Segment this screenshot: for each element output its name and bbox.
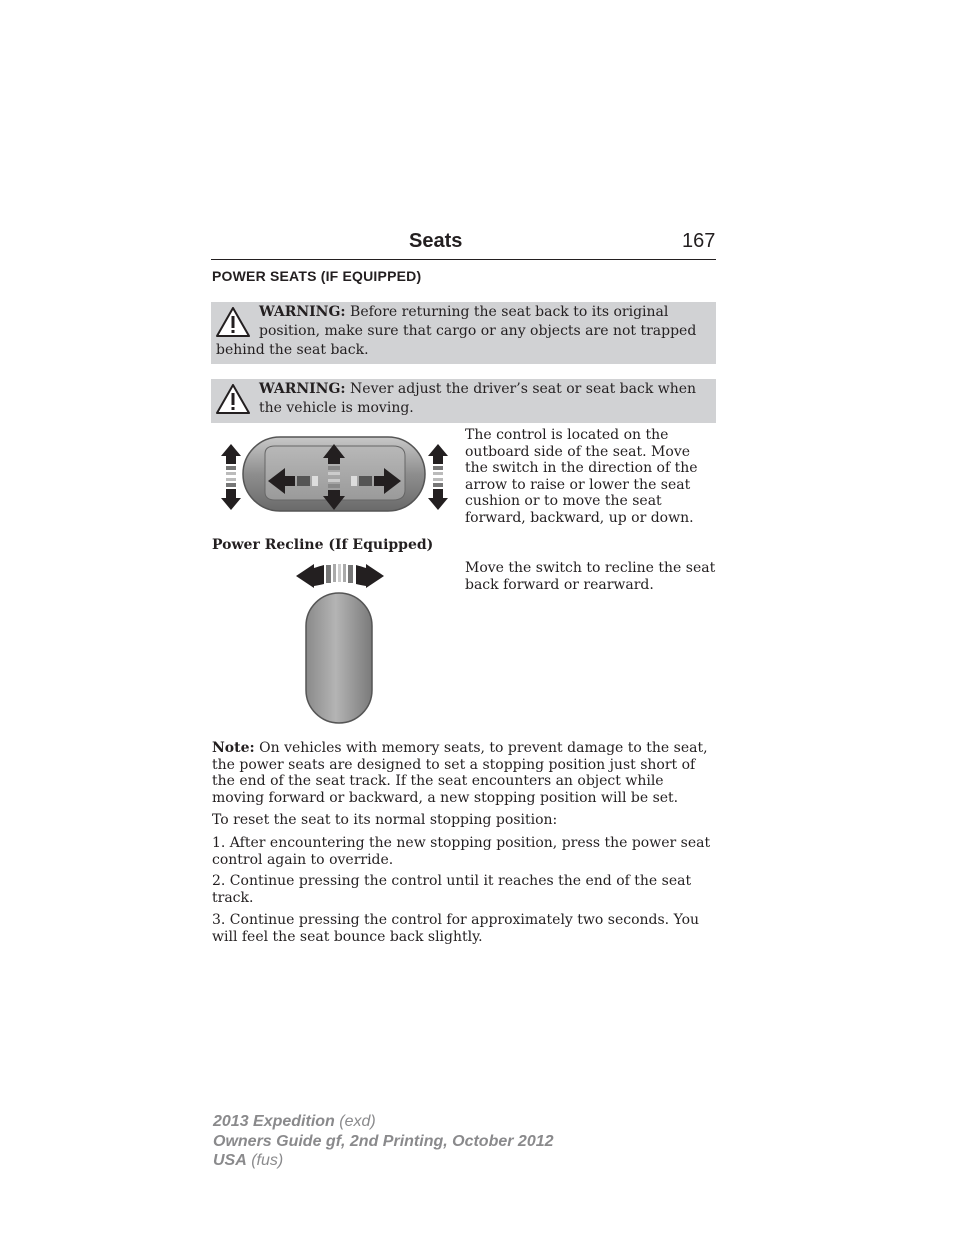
section-heading: POWER SEATS (IF EQUIPPED) — [212, 268, 422, 284]
step-2: 2. Continue pressing the control until it reaches the end of the seat track. — [212, 873, 692, 906]
header-divider — [211, 259, 716, 260]
power-recline-description: Move the switch to recline the seat back forward or rearward. — [465, 560, 716, 593]
footer-line-3 — [213, 1151, 554, 1171]
footer-model: 2013 Expedition — [213, 1113, 335, 1130]
note-label: Note: — [212, 740, 255, 756]
footer-market-code: (fus) — [246, 1152, 284, 1169]
power-seat-description: The control is located on the outboard side of the seat. Move the switch in the direction of the arrow to raise or lower the seat cushion or to move the seat forward, backward, up or down. — [465, 427, 698, 526]
footer-line-2 — [213, 1132, 554, 1152]
page-section-title: Seats — [409, 230, 463, 252]
warning-text: Before returning the seat back to its original position, make sure that cargo or any objects are not trapped behind the seat back. — [216, 304, 697, 358]
footer-line-1 — [213, 1112, 554, 1132]
note-paragraph — [212, 740, 717, 806]
up-down-arrow-left-icon — [221, 444, 241, 510]
footer-market: USA — [213, 1152, 247, 1169]
warning-label: WARNING: — [259, 304, 346, 320]
warning-label: WARNING: — [259, 381, 346, 397]
power-recline-switch-diagram — [290, 560, 390, 728]
power-recline-heading: Power Recline (If Equipped) — [212, 537, 434, 553]
footer-model-code: (exd) — [334, 1113, 376, 1130]
footer-printing: Owners Guide gf, 2nd Printing, October 2012 — [213, 1132, 554, 1150]
page-number: 167 — [682, 230, 716, 252]
step-1: 1. After encountering the new stopping position, press the power seat control again to override. — [212, 835, 711, 868]
recline-arrow-icon — [296, 564, 384, 588]
footer — [213, 1112, 554, 1171]
warning-text: Never adjust the driver’s seat or seat back when the vehicle is moving. — [259, 381, 697, 416]
warning-triangle-icon — [216, 384, 250, 414]
warning-triangle-icon — [216, 307, 250, 337]
up-down-arrow-right-icon — [428, 444, 448, 510]
reset-intro: To reset the seat to its normal stopping position: — [212, 812, 558, 828]
note-text: On vehicles with memory seats, to prevent damage to the seat, the power seats are designed to set a stopping position just short of the end of the seat track. If the seat encounters an object while moving forward or backward, a new stopping position will be set. — [212, 740, 708, 806]
step-3: 3. Continue pressing the control for approximately two seconds. You will feel the seat bounce back slightly. — [212, 912, 700, 945]
power-seat-control-diagram — [213, 432, 453, 514]
warning-box-1 — [211, 302, 716, 364]
warning-box-2 — [211, 379, 716, 423]
